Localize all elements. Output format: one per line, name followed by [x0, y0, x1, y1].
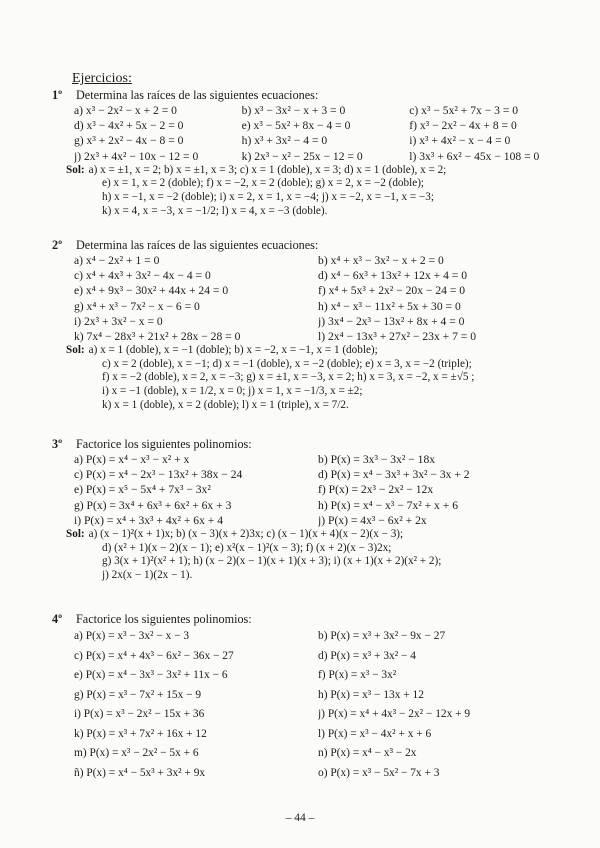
exercise-number: 4º	[52, 612, 63, 626]
equation-row	[74, 103, 572, 118]
polynomial-grid	[74, 627, 572, 783]
polynomial-item: o) P(x) = x³ − 5x² − 7x + 3	[318, 766, 440, 779]
exercise-number: 3º	[52, 437, 63, 451]
polynomial-row	[74, 686, 572, 706]
polynomial-item: ñ) P(x) = x⁴ − 5x³ + 3x² + 9x	[74, 766, 206, 779]
equation-item: h) x³ + 3x² − 4 = 0	[241, 134, 328, 148]
polynomial-item: c) P(x) = x⁴ + 4x³ − 6x² − 36x − 27	[74, 649, 234, 662]
equation-item: a) x⁴ − 2x² + 1 = 0	[74, 254, 160, 267]
equation-item: e) x³ − 5x² + 8x − 4 = 0	[241, 119, 351, 133]
equation-row	[74, 149, 572, 164]
exercise-number: 2º	[52, 238, 63, 252]
exercise-1	[52, 88, 572, 218]
solution-line: a) x = ±1, x = 2; b) x = ±1, x = 3; c) x = 1 (doble), x = 3; d) x = 1 (doble), x = 2;	[88, 163, 447, 176]
equation-item: a) x³ − 2x² − x + 2 = 0	[74, 104, 177, 117]
equation-item: i) x³ + 4x² − x − 4 = 0	[409, 134, 511, 148]
equation-item: b) x⁴ + x³ − 3x² − x + 2 = 0	[318, 254, 444, 267]
equation-item: j) 3x⁴ − 2x³ − 13x² + 8x + 4 = 0	[318, 314, 465, 328]
solution-line: e) x = 1, x = 2 (doble); f) x = −2, x = 2 (doble); g) x = 2, x = −2 (doble);	[102, 177, 425, 190]
exercise-number: 1º	[52, 88, 63, 102]
polynomial-item: g) P(x) = x³ − 7x² + 15x − 9	[74, 688, 202, 701]
equation-item: k) 2x³ − x² − 25x − 12 = 0	[241, 149, 363, 163]
solution-line: j) 2x(x − 1)(2x − 1).	[102, 568, 193, 581]
solutions-block	[66, 164, 572, 218]
polynomial-item: e) P(x) = x⁵ − 5x⁴ + 7x³ − 3x²	[74, 483, 211, 497]
exercise-4	[52, 612, 572, 783]
equation-item: g) x⁴ + x³ − 7x² − x − 6 = 0	[74, 299, 200, 313]
solution-line: i) x = −1 (doble), x = 1/2, x = 0; j) x = 1, x = −1/3, x = ±2;	[102, 384, 363, 397]
polynomial-row	[74, 513, 572, 528]
polynomial-item: g) P(x) = 3x⁴ + 6x³ + 6x² + 6x + 3	[74, 498, 232, 512]
polynomial-row	[74, 647, 572, 667]
polynomial-item: b) P(x) = 3x³ − 3x² − 18x	[318, 453, 436, 466]
polynomial-item: i) P(x) = x³ − 2x² − 15x + 36	[74, 708, 205, 720]
polynomial-row	[74, 744, 572, 764]
polynomial-item: j) P(x) = 4x³ − 6x² + 2x	[318, 513, 427, 527]
equation-item: e) x⁴ + 9x³ − 30x² + 44x + 24 = 0	[74, 284, 229, 298]
solution-line: a) (x − 1)²(x + 1)x; b) (x − 3)(x + 2)3x; c) (x − 1)(x + 4)(x − 2)(x − 3);	[88, 527, 404, 540]
polynomial-row	[74, 498, 572, 513]
solutions-label: Sol:	[66, 527, 85, 540]
equation-row	[74, 268, 572, 283]
polynomial-item: f) P(x) = x³ − 3x²	[318, 669, 397, 681]
polynomial-item: h) P(x) = x⁴ − x³ − 7x² + x + 6	[318, 498, 458, 512]
polynomial-item: m) P(x) = x³ − 2x² − 5x + 6	[74, 747, 199, 759]
solution-line: g) 3(x + 1)²(x² + 1); h) (x − 2)(x − 1)(x + 1)(x + 3); i) (x + 1)(x + 2)(x² + 2);	[102, 555, 442, 568]
polynomial-item: k) P(x) = x³ + 7x² + 16x + 12	[74, 727, 207, 740]
polynomial-item: j) P(x) = x⁴ + 4x³ − 2x² − 12x + 9	[318, 708, 471, 720]
equation-item: l) 2x⁴ − 13x³ + 27x² − 23x + 7 = 0	[318, 329, 477, 343]
polynomial-item: e) P(x) = x⁴ − 3x³ − 3x² + 11x − 6	[74, 669, 228, 681]
exercise-instruction: Determina las raíces de las siguientes ecuaciones:	[76, 88, 319, 102]
equation-item: g) x³ + 2x² − 4x − 8 = 0	[74, 134, 184, 148]
polynomial-item: f) P(x) = 2x³ − 2x² − 12x	[318, 483, 434, 497]
polynomial-row	[74, 467, 572, 482]
exercise-instruction: Factorice los siguientes polinomios:	[76, 612, 252, 626]
polynomial-item: h) P(x) = x³ − 13x + 12	[318, 688, 424, 701]
polynomial-grid	[74, 452, 572, 528]
page-number: – 44 –	[285, 812, 315, 824]
equation-row	[74, 253, 572, 268]
solution-line: c) x = 2 (doble), x = −1; d) x = −1 (doble), x = −2 (doble); e) x = 3, x = −2 (triple);	[102, 357, 472, 370]
exercise-instruction: Factorice los siguientes polinomios:	[76, 437, 252, 451]
polynomial-row	[74, 705, 572, 725]
exercise-heading	[52, 437, 572, 452]
equation-grid	[74, 103, 572, 164]
equation-row	[74, 329, 572, 344]
equation-row	[74, 118, 572, 133]
equation-row	[74, 314, 572, 329]
solutions-label: Sol:	[66, 163, 85, 176]
equation-item: i) 2x³ + 3x² − x = 0	[74, 314, 163, 328]
exercise-2	[52, 238, 572, 412]
equation-row	[74, 299, 572, 314]
equation-item: h) x⁴ − x³ − 11x² + 5x + 30 = 0	[318, 299, 461, 313]
polynomial-row	[74, 725, 572, 745]
equation-item: j) 2x³ + 4x² − 10x − 12 = 0	[74, 149, 199, 163]
polynomial-row	[74, 764, 572, 784]
solution-line: d) (x² + 1)(x − 2)(x − 1); e) x²(x − 1)²(x − 3); f) (x + 2)(x − 3)2x;	[102, 541, 392, 554]
polynomial-row	[74, 666, 572, 686]
equation-item: l) 3x³ + 6x² − 45x − 108 = 0	[409, 149, 540, 163]
exercise-3	[52, 437, 572, 582]
exercise-heading	[52, 238, 572, 253]
equation-item: c) x³ − 5x² + 7x − 3 = 0	[409, 104, 519, 117]
polynomial-row	[74, 452, 572, 467]
exercise-heading	[52, 612, 572, 627]
exercise-heading	[52, 88, 572, 103]
polynomial-item: a) P(x) = x³ − 3x² − x − 3	[74, 630, 190, 642]
equation-item: k) 7x⁴ − 28x³ + 21x² + 28x − 28 = 0	[74, 329, 241, 343]
equation-item: f) x³ − 2x² − 4x + 8 = 0	[409, 119, 517, 133]
equation-grid	[74, 253, 572, 344]
page-title: Ejercicios:	[72, 71, 132, 86]
polynomial-item: n) P(x) = x⁴ − x³ − 2x	[318, 747, 417, 759]
equation-row	[74, 283, 572, 298]
equation-row	[74, 133, 572, 148]
equation-item: c) x⁴ + 4x³ + 3x² − 4x − 4 = 0	[74, 269, 211, 283]
solution-line: a) x = 1 (doble), x = −1 (doble); b) x = −2, x = −1, x = 1 (doble);	[88, 344, 378, 357]
equation-item: b) x³ − 3x² − x + 3 = 0	[241, 104, 346, 117]
polynomial-item: a) P(x) = x⁴ − x³ − x² + x	[74, 453, 190, 466]
polynomial-item: b) P(x) = x³ + 3x² − 9x − 27	[318, 630, 446, 642]
solutions-block	[66, 344, 572, 412]
solution-line: k) x = 4, x = −3, x = −1/2; l) x = 4, x = −3 (doble).	[102, 204, 328, 217]
equation-item: f) x⁴ + 5x³ + 2x² − 20x − 24 = 0	[318, 284, 466, 298]
polynomial-item: d) P(x) = x³ + 3x² − 4	[318, 649, 416, 662]
equation-item: d) x⁴ − 6x³ + 13x² + 12x + 4 = 0	[318, 269, 468, 283]
polynomial-row	[74, 627, 572, 647]
solution-line: f) x = −2 (doble), x = 2, x = −3; g) x = ±1, x = −3, x = 2; h) x = 3, x = −2, x = ±√5 ;	[102, 371, 475, 384]
equation-item: d) x³ − 4x² + 5x − 2 = 0	[74, 119, 184, 133]
solutions-block	[66, 528, 572, 582]
polynomial-item: i) P(x) = x⁴ + 3x³ + 4x² + 6x + 4	[74, 513, 223, 527]
solution-line: k) x = 1 (doble), x = 2 (doble); l) x = 1 (triple), x = 7/2.	[102, 398, 349, 411]
polynomial-item: c) P(x) = x⁴ − 2x³ − 13x² + 38x − 24	[74, 468, 243, 482]
exercise-instruction: Determina las raíces de las siguientes ecuaciones:	[76, 238, 319, 252]
polynomial-row	[74, 482, 572, 497]
polynomial-item: l) P(x) = x³ − 4x² + x + 6	[318, 727, 432, 740]
solution-line: h) x = −1, x = −2 (doble); i) x = 2, x = 1, x = −4; j) x = −2, x = −1, x = −3;	[102, 190, 434, 203]
polynomial-item: d) P(x) = x⁴ − 3x³ + 3x² − 3x + 2	[318, 468, 470, 482]
solutions-label: Sol:	[66, 344, 85, 357]
